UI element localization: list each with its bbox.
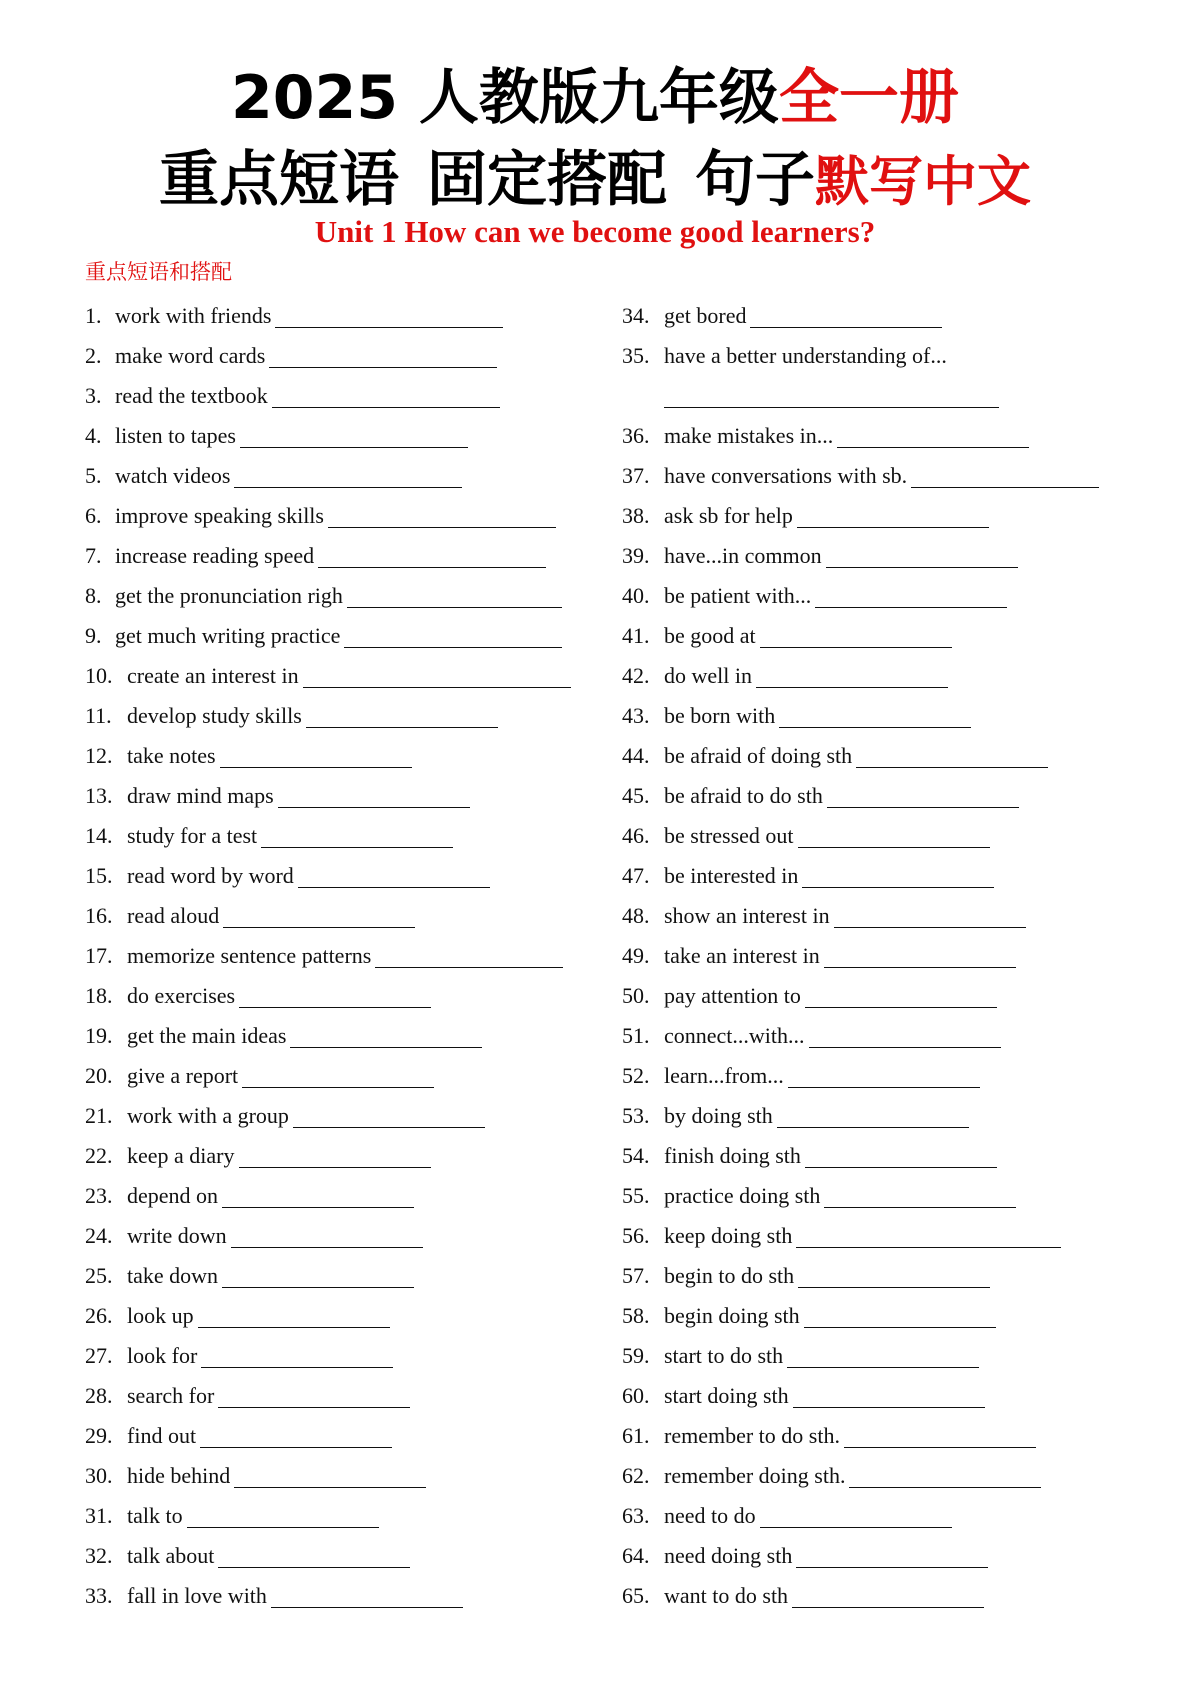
item-number: 35. <box>622 343 650 368</box>
answer-blank[interactable] <box>201 1345 393 1368</box>
item-phrase: have...in common <box>664 543 822 568</box>
item-number: 63. <box>622 1503 650 1528</box>
phrase-item <box>622 1416 1122 1456</box>
item-number: 40. <box>622 583 650 608</box>
answer-blank[interactable] <box>271 1585 463 1608</box>
item-number: 29. <box>85 1423 113 1448</box>
item-number: 16. <box>85 903 113 928</box>
item-number: 49. <box>622 943 650 968</box>
answer-blank[interactable] <box>664 385 999 408</box>
phrase-item <box>622 816 1122 856</box>
answer-blank[interactable] <box>809 1025 1001 1048</box>
item-phrase: get the pronunciation righ <box>115 583 343 608</box>
answer-blank[interactable] <box>198 1305 390 1328</box>
item-phrase: need doing sth <box>664 1543 793 1568</box>
item-number: 18. <box>85 983 113 1008</box>
item-phrase: be good at <box>664 623 756 648</box>
phrase-item <box>622 536 1122 576</box>
item-number: 26. <box>85 1303 113 1328</box>
phrase-item <box>622 296 1122 336</box>
answer-blank[interactable] <box>318 545 546 568</box>
answer-blank[interactable] <box>269 345 497 368</box>
item-number: 44. <box>622 743 650 768</box>
answer-blank[interactable] <box>306 705 498 728</box>
answer-blank[interactable] <box>824 1185 1016 1208</box>
item-phrase: talk to <box>127 1503 183 1528</box>
item-phrase: read aloud <box>127 903 220 928</box>
answer-blank-line <box>622 376 1122 416</box>
item-number: 2. <box>85 343 102 368</box>
phrase-item <box>622 1376 1122 1416</box>
phrase-item <box>622 936 1122 976</box>
item-number: 8. <box>85 583 102 608</box>
phrase-item <box>622 1016 1122 1056</box>
item-phrase: do well in <box>664 663 752 688</box>
item-phrase: start to do sth <box>664 1343 784 1368</box>
answer-blank[interactable] <box>827 785 1019 808</box>
answer-blank[interactable] <box>239 985 431 1008</box>
answer-blank[interactable] <box>837 425 1029 448</box>
item-number: 36. <box>622 423 650 448</box>
phrase-item <box>85 1576 605 1616</box>
phrase-item <box>622 1136 1122 1176</box>
item-phrase: want to do sth <box>664 1583 789 1608</box>
answer-blank[interactable] <box>815 585 1007 608</box>
phrase-item <box>622 416 1122 456</box>
item-phrase: listen to tapes <box>115 423 236 448</box>
answer-blank[interactable] <box>220 745 412 768</box>
item-number: 50. <box>622 983 650 1008</box>
phrase-item <box>85 1136 605 1176</box>
item-number: 47. <box>622 863 650 888</box>
phrase-item <box>622 1256 1122 1296</box>
answer-blank[interactable] <box>834 905 1026 928</box>
answer-blank[interactable] <box>804 1305 996 1328</box>
answer-blank[interactable] <box>796 1225 1061 1248</box>
item-number: 57. <box>622 1263 650 1288</box>
item-phrase: start doing sth <box>664 1383 789 1408</box>
answer-blank[interactable] <box>824 945 1016 968</box>
phrase-item <box>85 776 605 816</box>
phrase-item <box>85 1056 605 1096</box>
answer-blank[interactable] <box>328 505 556 528</box>
phrase-item <box>622 696 1122 736</box>
item-phrase: connect...with... <box>664 1023 805 1048</box>
answer-blank[interactable] <box>222 1265 414 1288</box>
item-number: 30. <box>85 1463 113 1488</box>
item-phrase: create an interest in <box>127 663 299 688</box>
item-number: 55. <box>622 1183 650 1208</box>
phrase-item <box>622 1536 1122 1576</box>
answer-blank[interactable] <box>218 1545 410 1568</box>
phrase-item <box>622 496 1122 536</box>
phrase-item <box>85 416 605 456</box>
answer-blank[interactable] <box>234 1465 426 1488</box>
item-number: 38. <box>622 503 650 528</box>
item-phrase: begin to do sth <box>664 1263 795 1288</box>
phrase-item <box>85 736 605 776</box>
phrase-item <box>85 976 605 1016</box>
item-phrase: talk about <box>127 1543 215 1568</box>
item-number: 43. <box>622 703 650 728</box>
item-number: 33. <box>85 1583 113 1608</box>
answer-blank[interactable] <box>272 385 500 408</box>
item-phrase: take notes <box>127 743 216 768</box>
item-phrase: develop study skills <box>127 703 302 728</box>
phrase-item <box>622 1496 1122 1536</box>
phrase-item <box>85 496 605 536</box>
item-phrase: ask sb for help <box>664 503 793 528</box>
phrase-item <box>622 336 1122 376</box>
answer-blank[interactable] <box>911 465 1099 488</box>
phrase-item <box>85 856 605 896</box>
item-number: 17. <box>85 943 113 968</box>
title-line-1-red: 全一册 <box>778 63 959 133</box>
item-number: 10. <box>85 663 113 688</box>
answer-blank[interactable] <box>756 665 948 688</box>
phrase-item <box>622 736 1122 776</box>
item-phrase: work with a group <box>127 1103 289 1128</box>
item-number: 59. <box>622 1343 650 1368</box>
item-number: 3. <box>85 383 102 408</box>
item-phrase: keep a diary <box>127 1143 235 1168</box>
item-phrase: study for a test <box>127 823 258 848</box>
item-number: 56. <box>622 1223 650 1248</box>
phrase-item <box>85 1296 605 1336</box>
phrase-item <box>85 896 605 936</box>
answer-blank[interactable] <box>303 665 571 688</box>
answer-blank[interactable] <box>805 1145 997 1168</box>
phrase-item <box>622 896 1122 936</box>
answer-blank[interactable] <box>223 905 415 928</box>
item-phrase: remember doing sth. <box>664 1463 846 1488</box>
phrase-item <box>85 296 605 336</box>
item-number: 6. <box>85 503 102 528</box>
item-number: 15. <box>85 863 113 888</box>
item-phrase: finish doing sth <box>664 1143 801 1168</box>
item-number: 12. <box>85 743 113 768</box>
answer-blank[interactable] <box>798 1265 990 1288</box>
item-phrase: get bored <box>664 303 747 328</box>
title-line-2 <box>0 142 1190 220</box>
item-number: 13. <box>85 783 113 808</box>
item-phrase: read word by word <box>127 863 294 888</box>
phrase-item <box>85 1496 605 1536</box>
answer-blank[interactable] <box>375 945 563 968</box>
item-number: 14. <box>85 823 113 848</box>
answer-blank[interactable] <box>802 865 994 888</box>
answer-blank[interactable] <box>792 1585 984 1608</box>
item-number: 28. <box>85 1383 113 1408</box>
phrase-item <box>85 1336 605 1376</box>
phrase-item <box>85 336 605 376</box>
item-number: 9. <box>85 623 102 648</box>
phrase-item <box>622 1456 1122 1496</box>
answer-blank[interactable] <box>793 1385 985 1408</box>
phrase-item <box>85 376 605 416</box>
item-phrase: look for <box>127 1343 198 1368</box>
phrase-item <box>85 656 605 696</box>
item-phrase: improve speaking skills <box>115 503 324 528</box>
item-phrase: have conversations with sb. <box>664 463 908 488</box>
item-phrase: fall in love with <box>127 1583 267 1608</box>
item-number: 34. <box>622 303 650 328</box>
answer-blank[interactable] <box>796 1545 988 1568</box>
phrase-item <box>85 1456 605 1496</box>
item-number: 60. <box>622 1383 650 1408</box>
item-phrase: take an interest in <box>664 943 820 968</box>
item-phrase: memorize sentence patterns <box>127 943 372 968</box>
phrase-item <box>622 1056 1122 1096</box>
item-number: 58. <box>622 1303 650 1328</box>
item-phrase: work with friends <box>115 303 272 328</box>
item-phrase: get the main ideas <box>127 1023 287 1048</box>
item-number: 45. <box>622 783 650 808</box>
answer-blank[interactable] <box>242 1065 434 1088</box>
answer-blank[interactable] <box>750 305 942 328</box>
item-number: 24. <box>85 1223 113 1248</box>
item-number: 64. <box>622 1543 650 1568</box>
phrase-item <box>85 1416 605 1456</box>
item-phrase: be interested in <box>664 863 799 888</box>
item-number: 53. <box>622 1103 650 1128</box>
item-phrase: draw mind maps <box>127 783 274 808</box>
phrase-item <box>622 456 1122 496</box>
item-number: 48. <box>622 903 650 928</box>
phrase-item <box>622 776 1122 816</box>
item-phrase: increase reading speed <box>115 543 315 568</box>
unit-title: Unit 1 How can we become good learners? <box>314 214 876 249</box>
item-number: 11. <box>85 703 112 728</box>
answer-blank[interactable] <box>240 425 468 448</box>
title-line-2-red: 默写中文 <box>815 150 1031 213</box>
item-number: 25. <box>85 1263 113 1288</box>
answer-blank[interactable] <box>797 505 989 528</box>
item-phrase: be born with <box>664 703 776 728</box>
item-number: 5. <box>85 463 102 488</box>
answer-blank[interactable] <box>760 625 952 648</box>
item-number: 37. <box>622 463 650 488</box>
phrase-item <box>85 1536 605 1576</box>
item-phrase: find out <box>127 1423 197 1448</box>
phrase-item <box>622 856 1122 896</box>
answer-blank[interactable] <box>290 1025 482 1048</box>
phrase-item <box>622 656 1122 696</box>
answer-blank[interactable] <box>239 1145 431 1168</box>
answer-blank[interactable] <box>275 305 503 328</box>
phrase-item <box>622 1176 1122 1216</box>
item-number: 54. <box>622 1143 650 1168</box>
answer-blank[interactable] <box>218 1385 410 1408</box>
item-number: 1. <box>85 303 102 328</box>
item-number: 4. <box>85 423 102 448</box>
item-number: 20. <box>85 1063 113 1088</box>
item-phrase: have a better understanding of... <box>664 343 947 368</box>
item-phrase: learn...from... <box>664 1063 784 1088</box>
answer-blank[interactable] <box>856 745 1048 768</box>
item-phrase: begin doing sth <box>664 1303 800 1328</box>
item-number: 32. <box>85 1543 113 1568</box>
answer-blank[interactable] <box>234 465 462 488</box>
item-number: 27. <box>85 1343 113 1368</box>
phrase-item <box>85 576 605 616</box>
answer-blank[interactable] <box>222 1185 414 1208</box>
answer-blank[interactable] <box>849 1465 1041 1488</box>
item-phrase: be afraid to do sth <box>664 783 823 808</box>
item-number: 19. <box>85 1023 113 1048</box>
phrase-item <box>622 1216 1122 1256</box>
left-column <box>85 296 605 1616</box>
right-column <box>622 296 1122 1616</box>
phrase-item <box>85 1176 605 1216</box>
item-phrase: make word cards <box>115 343 266 368</box>
answer-blank[interactable] <box>200 1425 392 1448</box>
phrase-item <box>85 1256 605 1296</box>
item-number: 41. <box>622 623 650 648</box>
item-phrase: depend on <box>127 1183 219 1208</box>
phrase-item <box>85 936 605 976</box>
phrase-item <box>622 1296 1122 1336</box>
answer-blank[interactable] <box>298 865 490 888</box>
title-line-2-part-3: 句子 <box>695 145 815 215</box>
answer-blank[interactable] <box>760 1505 952 1528</box>
item-number: 7. <box>85 543 102 568</box>
item-phrase: pay attention to <box>664 983 801 1008</box>
item-number: 46. <box>622 823 650 848</box>
item-number: 21. <box>85 1103 113 1128</box>
item-phrase: search for <box>127 1383 215 1408</box>
answer-blank[interactable] <box>826 545 1018 568</box>
answer-blank[interactable] <box>798 825 990 848</box>
item-phrase: by doing sth <box>664 1103 773 1128</box>
item-phrase: take down <box>127 1263 219 1288</box>
answer-blank[interactable] <box>779 705 971 728</box>
answer-blank[interactable] <box>844 1425 1036 1448</box>
section-heading: 重点短语和搭配 <box>85 260 232 284</box>
item-number: 52. <box>622 1063 650 1088</box>
phrase-item <box>85 696 605 736</box>
item-number: 39. <box>622 543 650 568</box>
phrase-item <box>622 976 1122 1016</box>
phrase-item <box>622 1336 1122 1376</box>
phrase-item <box>85 536 605 576</box>
item-phrase: give a report <box>127 1063 239 1088</box>
item-number: 23. <box>85 1183 113 1208</box>
phrase-item <box>85 1096 605 1136</box>
answer-blank[interactable] <box>278 785 470 808</box>
item-phrase: watch videos <box>115 463 231 488</box>
phrase-item <box>85 1376 605 1416</box>
phrase-item <box>622 616 1122 656</box>
answer-blank[interactable] <box>787 1345 979 1368</box>
item-number: 61. <box>622 1423 650 1448</box>
title-line-1 <box>0 60 1190 136</box>
answer-blank[interactable] <box>777 1105 969 1128</box>
phrase-item <box>622 576 1122 616</box>
item-phrase: read the textbook <box>115 383 268 408</box>
item-number: 22. <box>85 1143 113 1168</box>
title-line-1-black: 2025 人教版九年级 <box>231 63 779 133</box>
phrase-item <box>622 1576 1122 1616</box>
item-phrase: write down <box>127 1223 227 1248</box>
answer-blank[interactable] <box>187 1505 379 1528</box>
item-phrase: show an interest in <box>664 903 830 928</box>
item-phrase: need to do <box>664 1503 756 1528</box>
item-number: 31. <box>85 1503 113 1528</box>
phrase-item <box>85 1016 605 1056</box>
phrase-item <box>622 1096 1122 1136</box>
item-phrase: do exercises <box>127 983 236 1008</box>
phrase-item <box>85 1216 605 1256</box>
item-phrase: be stressed out <box>664 823 794 848</box>
item-number: 51. <box>622 1023 650 1048</box>
item-phrase: make mistakes in... <box>664 423 834 448</box>
item-phrase: get much writing practice <box>115 623 341 648</box>
item-phrase: be patient with... <box>664 583 812 608</box>
answer-blank[interactable] <box>788 1065 980 1088</box>
title-line-2-part-2: 固定搭配 <box>427 145 667 215</box>
answer-blank[interactable] <box>231 1225 423 1248</box>
answer-blank[interactable] <box>344 625 562 648</box>
item-phrase: be afraid of doing sth <box>664 743 853 768</box>
answer-blank[interactable] <box>347 585 562 608</box>
item-number: 42. <box>622 663 650 688</box>
phrase-item <box>85 456 605 496</box>
answer-blank[interactable] <box>293 1105 485 1128</box>
answer-blank[interactable] <box>261 825 453 848</box>
item-phrase: hide behind <box>127 1463 231 1488</box>
item-phrase: practice doing sth <box>664 1183 821 1208</box>
title-line-2-part-1: 重点短语 <box>159 145 399 215</box>
item-phrase: look up <box>127 1303 194 1328</box>
item-phrase: keep doing sth <box>664 1223 793 1248</box>
phrase-item <box>85 816 605 856</box>
item-number: 65. <box>622 1583 650 1608</box>
phrase-item <box>85 616 605 656</box>
item-phrase: remember to do sth. <box>664 1423 840 1448</box>
item-number: 62. <box>622 1463 650 1488</box>
answer-blank[interactable] <box>805 985 997 1008</box>
